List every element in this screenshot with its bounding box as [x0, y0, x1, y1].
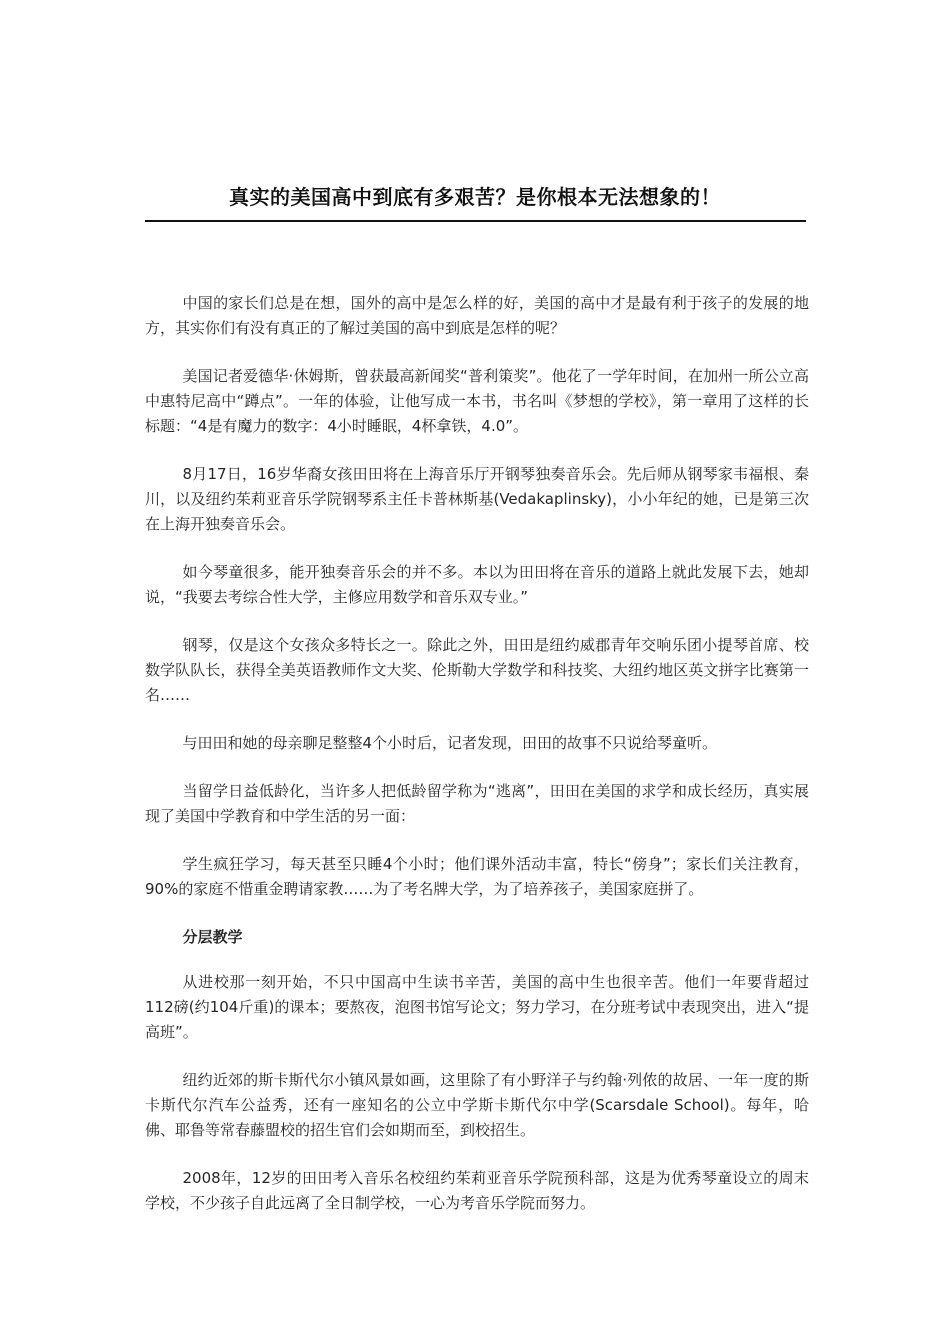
- paragraph: 纽约近郊的斯卡斯代尔小镇风景如画，这里除了有小野洋子与约翰·列侬的故居、一年一度的斯卡斯代尔汽车公益秀，还有一座知名的公立中学斯卡斯代尔中学(Scarsdale School)。每年，哈佛、耶鲁等常春藤盟校的招生官们会如期而至，到校招生。: [145, 1071, 809, 1139]
- paragraph: 如今琴童很多，能开独奏音乐会的并不多。本以为田田将在音乐的道路上就此发展下去，她却说，“我要去考综合性大学，主修应用数学和音乐双专业。”: [145, 563, 809, 606]
- paragraph: 8月17日，16岁华裔女孩田田将在上海音乐厅开钢琴独奏音乐会。先后师从钢琴家韦福根、秦川，以及纽约茱莉亚音乐学院钢琴系主任卡普林斯基(Vedakaplinsky)，小小年纪的她，已是第三次在上海开独奏音乐会。: [145, 465, 809, 533]
- section-heading: 分层教学: [182, 928, 243, 946]
- paragraph: 从进校那一刻开始，不只中国高中生读书辛苦，美国的高中生也很辛苦。他们一年要背超过112磅(约104斤重)的课本；要熬夜，泡图书馆写论文；努力学习，在分班考试中表现突出，进入“提高班”。: [145, 973, 809, 1041]
- paragraph: 学生疯狂学习，每天甚至只睡4个小时；他们课外活动丰富，特长“傍身”；家长们关注教育，90%的家庭不惜重金聘请家教……为了考名牌大学，为了培养孩子，美国家庭拼了。: [145, 855, 809, 898]
- article-title: 真实的美国高中到底有多艰苦？是你根本无法想象的！: [229, 185, 721, 209]
- paragraph: 与田田和她的母亲聊足整整4个小时后，记者发现，田田的故事不只说给琴童听。: [182, 734, 718, 752]
- title-underline: [145, 220, 806, 222]
- paragraph: 钢琴，仅是这个女孩众多特长之一。除此之外，田田是纽约威郡青年交响乐团小提琴首席、校数学队队长，获得全美英语教师作文大奖、伦斯勒大学数学和科技奖、大纽约地区英文拼字比赛第一名……: [145, 636, 809, 704]
- paragraph: 2008年，12岁的田田考入音乐名校纽约茱莉亚音乐学院预科部，这是为优秀琴童设立的周末学校，不少孩子自此远离了全日制学校，一心为考音乐学院而努力。: [145, 1169, 809, 1212]
- paragraph: 美国记者爱德华·休姆斯，曾获最高新闻奖“普利策奖”。他花了一学年时间，在加州一所公立高中惠特尼高中“蹲点”。一年的体验，让他写成一本书，书名叫《梦想的学校》，第一章用了这样的长标题：“4是有魔力的数字：4小时睡眠，4杯拿铁，4.0”。: [145, 367, 809, 435]
- paragraph: 中国的家长们总是在想，国外的高中是怎么样的好，美国的高中才是最有利于孩子的发展的地方，其实你们有没有真正的了解过美国的高中到底是怎样的呢？: [145, 294, 809, 337]
- article-body: [145, 291, 809, 1239]
- paragraph: 当留学日益低龄化，当许多人把低龄留学称为“逃离”，田田在美国的求学和成长经历，真实展现了美国中学教育和中学生活的另一面：: [145, 782, 809, 825]
